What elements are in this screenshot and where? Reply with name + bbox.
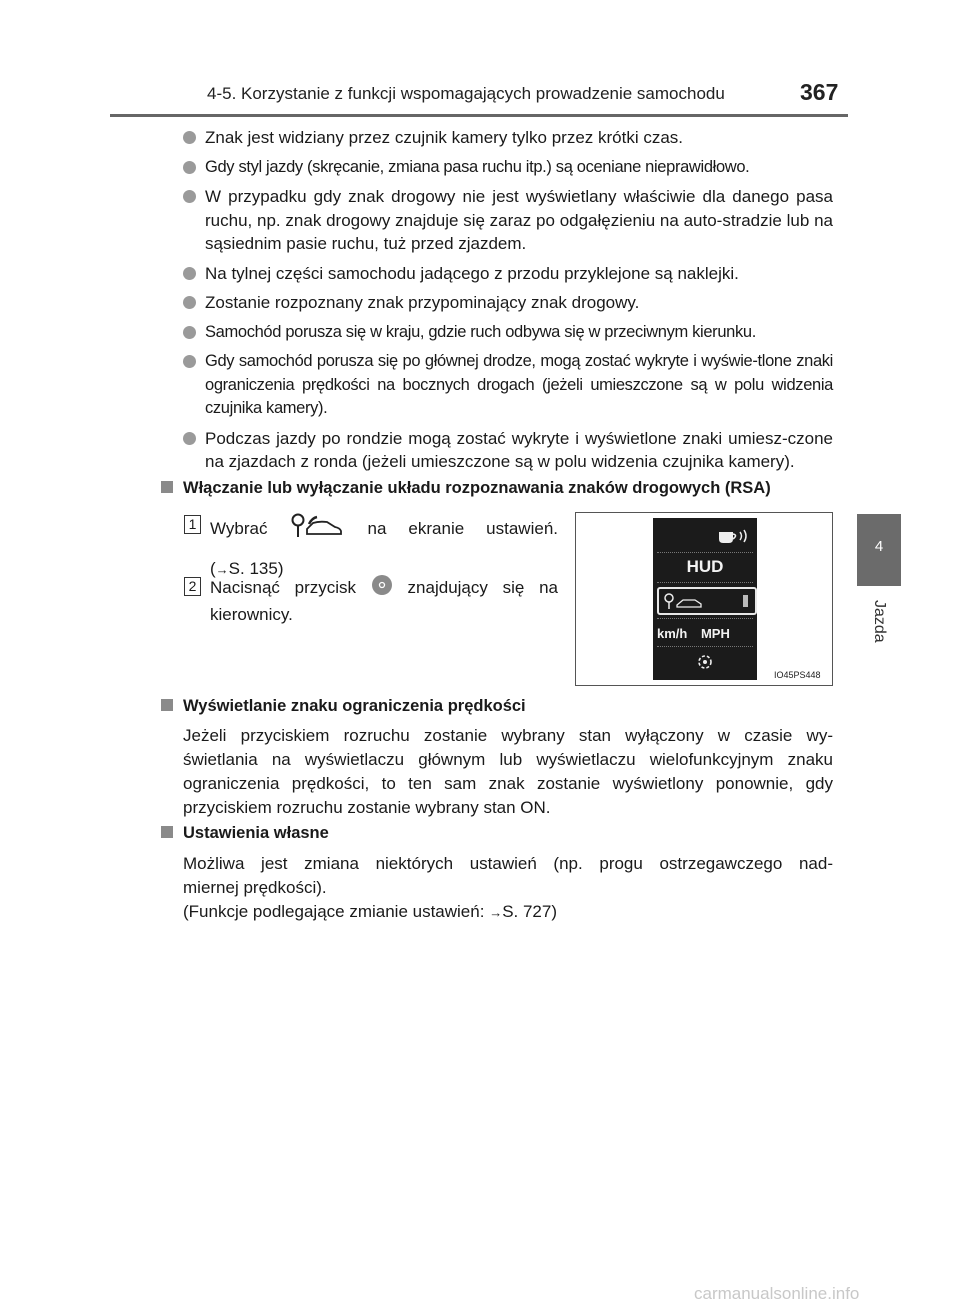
- scr-rsa-selected: [657, 587, 757, 615]
- section-heading-custom: [161, 824, 329, 843]
- speed-limit-paragraph: Jeżeli przyciskiem rozruchu zostanie wybrany stan wyłączony w czasie wy- świetlania na wyświetlaczu głównym lub wyświetlaczu wielofunkcyjnym znaku ograniczenia prędkości, to ten sam znak zostanie wyświetlony ponownie, gdy przyciskiem rozruchu zostanie wybrany stan ON.: [183, 726, 833, 817]
- step-1-line: Wybrać na ekranie ustawień.: [210, 512, 558, 547]
- header-rule: [110, 114, 848, 117]
- bullet-text: Samochód porusza się w kraju, gdzie ruch odbywa się w przeciwnym kierunku.: [205, 322, 756, 341]
- bullet-item: [183, 350, 833, 421]
- section-heading-speed-limit: [161, 697, 526, 716]
- section-heading-rsa: [161, 479, 771, 498]
- bullet-dot-icon: [183, 432, 196, 445]
- bullet-dot-icon: [183, 326, 196, 339]
- section-heading-text: Włączanie lub wyłączanie układu rozpoznawania znaków drogowych (RSA): [183, 479, 771, 497]
- scr-unit-row: km/h MPH: [657, 626, 730, 641]
- bullet-list: [183, 126, 833, 480]
- rsa-sign-car-icon: [289, 512, 345, 547]
- bullet-dot-icon: [183, 131, 196, 144]
- section-heading-text: Wyświetlanie znaku ograniczenia prędkości: [183, 697, 526, 715]
- step-1: [184, 512, 558, 582]
- settings-screen-illustration: [575, 512, 833, 686]
- step-2-line-2: kierownicy.: [210, 605, 293, 624]
- bullet-text: Zostanie rozpoznany znak przypominający znak drogowy.: [205, 293, 640, 312]
- bullet-dot-icon: [183, 267, 196, 280]
- bullet-item: [183, 126, 833, 150]
- bullet-text: W przypadku gdy znak drogowy nie jest wyświetlany właściwie dla danego pasa ruchu, np. znak drogowy znajduje się zaraz po odgałęzieniu na auto-stradzie lub na sąsiednim pasie ruchu, tuż przed zjazdem.: [205, 187, 833, 253]
- bullet-item: [183, 427, 833, 474]
- section-square-icon: [161, 826, 173, 838]
- bullet-text: Gdy samochód porusza się po głównej drodze, mogą zostać wykryte i wyświe-tlone znaki ograniczenia prędkości na bocznych drogach (jeżeli umieszczone są w polu widzenia czujnika kamery).: [205, 352, 833, 417]
- step-2-line: Nacisnąć przycisk znajdujący się na: [210, 574, 558, 603]
- bullet-item: [183, 156, 833, 180]
- scr-hud-label: HUD: [686, 557, 724, 576]
- bullet-text: Gdy styl jazdy (skręcanie, zmiana pasa ruchu itp.) są oceniane nieprawidłowo.: [205, 157, 750, 176]
- section-heading-text: Ustawienia własne: [183, 824, 329, 842]
- scr-coffee-row: [657, 526, 753, 551]
- multi-display: [653, 518, 757, 680]
- section-square-icon: [161, 699, 173, 711]
- steering-button-icon: [371, 574, 393, 603]
- chapter-name: Jazda: [871, 600, 888, 643]
- chapter-number: 4: [874, 538, 884, 555]
- bullet-item: [183, 321, 833, 345]
- chapter-tab: [857, 514, 901, 586]
- scr-gear-row: [657, 652, 753, 677]
- step-2: [184, 574, 558, 627]
- image-code: IO45PS448: [774, 670, 821, 680]
- header-title: 4-5. Korzystanie z funkcji wspomagających prowadzenie samochodu: [207, 84, 725, 103]
- bullet-dot-icon: [183, 190, 196, 203]
- bullet-text: Znak jest widziany przez czujnik kamery tylko przez krótki czas.: [205, 128, 684, 147]
- step-number-box: 1: [184, 515, 201, 534]
- bullet-text: Na tylnej części samochodu jadącego z przodu przyklejone są naklejki.: [205, 263, 739, 283]
- section-square-icon: [161, 481, 173, 493]
- step-1-ref: (→S. 135): [210, 559, 284, 578]
- coffee-cup-icon: [713, 533, 753, 550]
- bullet-item: [183, 185, 833, 256]
- bullet-dot-icon: [183, 355, 196, 368]
- settings-gear-icon: [694, 659, 716, 676]
- step-number-box: 2: [184, 577, 201, 596]
- bullet-item: [183, 262, 833, 286]
- bullet-dot-icon: [183, 161, 196, 174]
- chapter-name-container: [866, 600, 892, 680]
- watermark: carmanualsonline.info: [694, 1284, 860, 1303]
- bullet-text: Podczas jazdy po rondzie mogą zostać wykryte i wyświetlone znaki umiesz-czone na zjazdach z ronda (jeżeli umieszczone są w polu widzenia czujnika kamery).: [205, 428, 833, 471]
- bullet-item: [183, 291, 833, 315]
- custom-settings-paragraph: Możliwa jest zmiana niektórych ustawień (np. progu ostrzegawczego nad- miernej prędkości). (Funkcje podlegające zmianie ustawień: →S. 727): [183, 854, 833, 921]
- bullet-dot-icon: [183, 296, 196, 309]
- page-number: 367: [800, 79, 839, 105]
